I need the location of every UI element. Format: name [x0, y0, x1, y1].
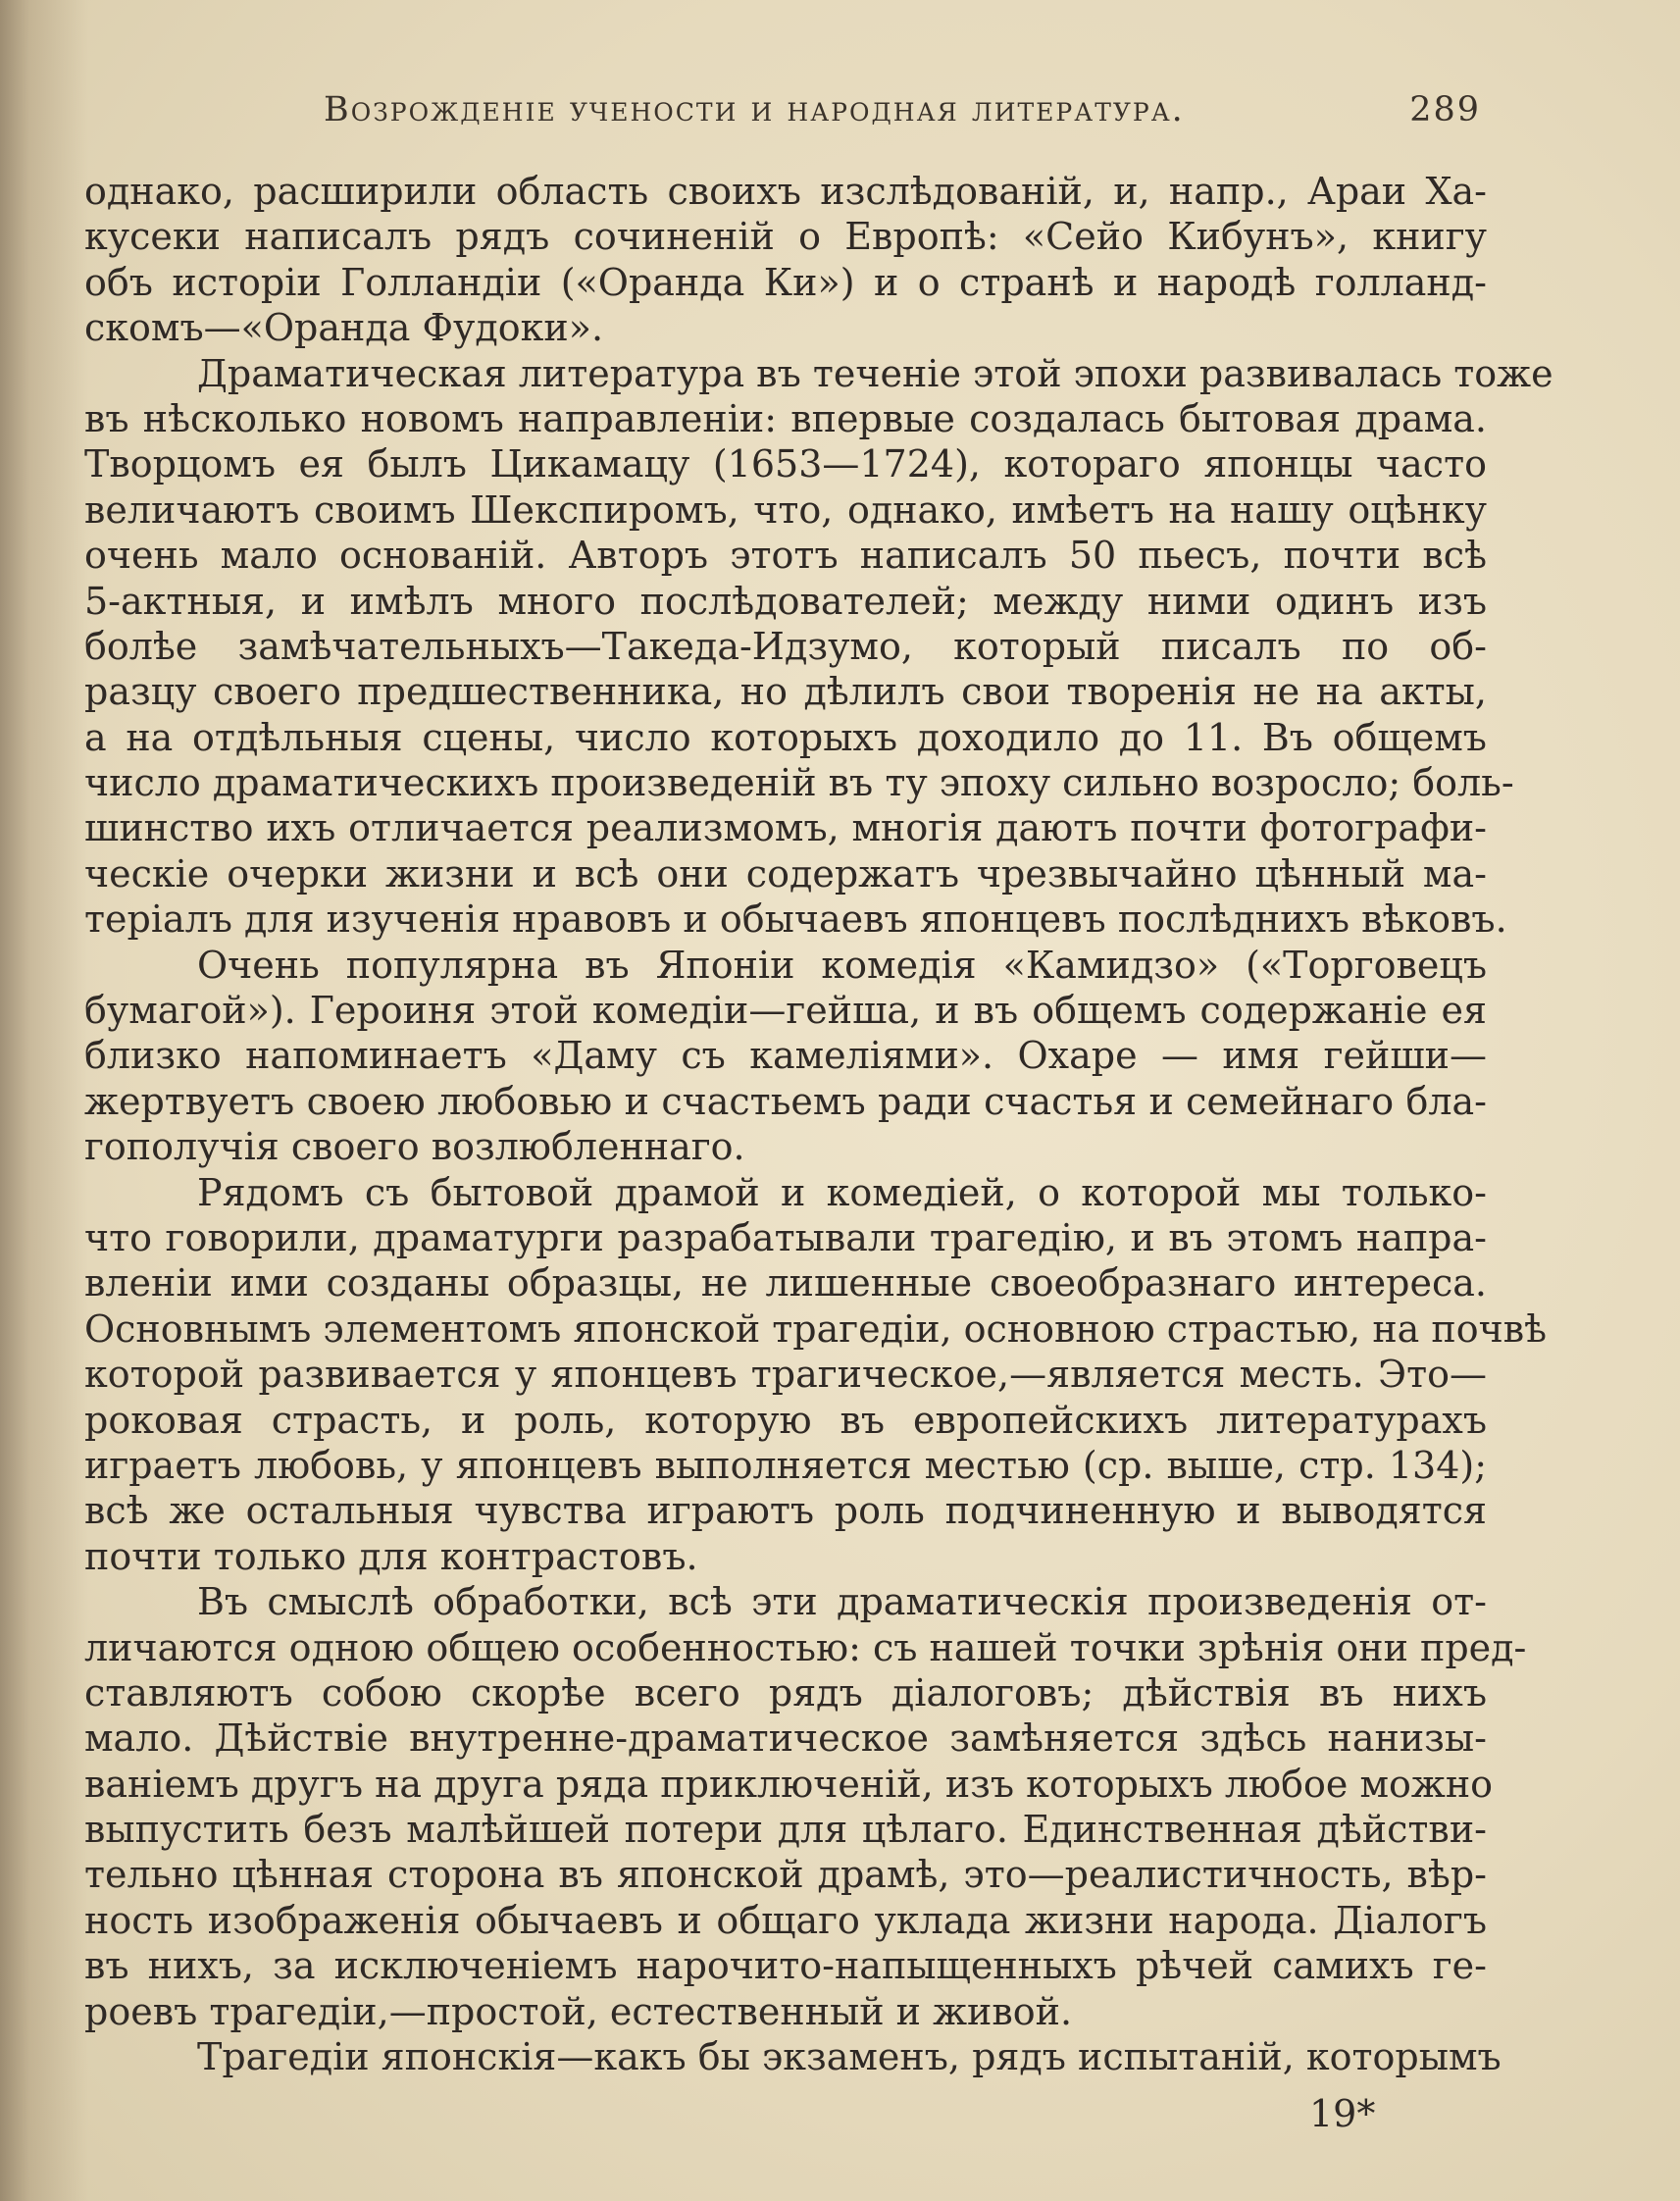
- text-line: 5-актныя, и имѣлъ много послѣдователей; между ними одинъ изъ: [84, 579, 1487, 623]
- text-line: личаются одною общею особенностью: съ нашей точки зрѣнія они пред-: [84, 1625, 1527, 1669]
- text-line: ваніемъ другъ на друга ряда приключеній, изъ которыхъ любое можно: [84, 1762, 1494, 1806]
- text-line: Творцомъ ея былъ Цикамацу (1653—1724), котораго японцы часто: [84, 442, 1487, 486]
- text-line: кусеки написалъ рядъ сочиненій о Европѣ: «Сейо Кибунъ», книгу: [84, 215, 1487, 259]
- text-line: роевъ трагедіи,—простой, естественный и живой.: [84, 1989, 1073, 2033]
- text-line: выпустить безъ малѣйшей потери для цѣлаго. Единственная дѣйстви-: [84, 1808, 1487, 1852]
- text-line: почти только для контрастовъ.: [84, 1534, 698, 1578]
- text-line: очень мало основаній. Авторъ этотъ написалъ 50 пьесъ, почти всѣ: [84, 534, 1487, 578]
- text-line: разцу своего предшественника, но дѣлилъ свои творенія не на акты,: [84, 670, 1487, 714]
- text-line: Трагедіи японскія—какъ бы экзаменъ, рядъ испытаній, которымъ: [197, 2035, 1502, 2079]
- text-line: ческіе очерки жизни и всѣ они содержатъ чрезвычайно цѣнный ма-: [84, 851, 1487, 896]
- text-line: вленіи ими созданы образцы, не лишенные своеобразнаго интереса.: [84, 1261, 1487, 1305]
- text-line: Очень популярна въ Японіи комедія «Камидзо» («Торговецъ: [197, 943, 1487, 987]
- running-title: Возрожденіе учености и народная литература.: [324, 90, 1185, 129]
- text-line: ставляютъ собою скорѣе всего рядъ діалоговъ; дѣйствія въ нихъ: [84, 1670, 1487, 1715]
- text-line: бумагой»). Героиня этой комедіи—гейша, и въ общемъ содержаніе ея: [84, 989, 1487, 1033]
- text-line: что говорили, драматурги разрабатывали трагедію, и въ этомъ напра-: [84, 1215, 1487, 1259]
- text-line: Въ смыслѣ обработки, всѣ эти драматическія произведенія от-: [197, 1580, 1487, 1624]
- text-line: роковая страсть, и роль, которую въ европейскихъ литературахъ: [84, 1398, 1487, 1442]
- text-line: всѣ же остальныя чувства играютъ роль подчиненную и выводятся: [84, 1489, 1487, 1533]
- text-line: въ нѣсколько новомъ направленіи: впервые создалась бытовая драма.: [84, 396, 1487, 440]
- text-line: а на отдѣльныя сцены, число которыхъ доходило до 11. Въ общемъ: [84, 715, 1487, 759]
- signature-mark: 19*: [1309, 2092, 1376, 2135]
- text-line: скомъ—«Оранда Фудоки».: [84, 306, 604, 350]
- running-header: [324, 90, 1481, 129]
- text-line: мало. Дѣйствіе внутренне-драматическое замѣняется здѣсь нанизы-: [84, 1716, 1487, 1761]
- body-text: [84, 169, 1553, 2079]
- text-line: которой развивается у японцевъ трагическое,—является месть. Это—: [84, 1353, 1487, 1397]
- text-line: Драматическая литература въ теченіе этой эпохи развивалась тоже: [197, 351, 1553, 395]
- text-line: число драматическихъ произведеній въ ту эпоху сильно возросло; боль-: [84, 761, 1514, 805]
- text-line: шинство ихъ отличается реализмомъ, многія даютъ почти фотографи-: [84, 806, 1487, 850]
- text-line: Рядомъ съ бытовой драмой и комедіей, о которой мы только-: [197, 1170, 1487, 1214]
- text-line: теріалъ для изученія нравовъ и обычаевъ японцевъ послѣднихъ вѣковъ.: [84, 897, 1507, 942]
- text-line: играетъ любовь, у японцевъ выполняется местью (ср. выше, стр. 134);: [84, 1443, 1487, 1487]
- text-line: жертвуетъ своею любовью и счастьемъ ради счастья и семейнаго бла-: [84, 1079, 1487, 1123]
- text-line: Основнымъ элементомъ японской трагедіи, основною страстью, на почвѣ: [84, 1306, 1548, 1351]
- text-line: тельно цѣнная сторона въ японской драмѣ, это—реалистичность, вѣр-: [84, 1853, 1487, 1897]
- page-number: 289: [1409, 90, 1481, 129]
- text-line: болѣе замѣчательныхъ—Такеда-Идзумо, который писалъ по об-: [84, 624, 1487, 668]
- text-line: объ исторіи Голландіи («Оранда Ки») и о странѣ и народѣ голланд-: [84, 260, 1487, 304]
- text-line: величаютъ своимъ Шекспиромъ, что, однако, имѣетъ на нашу оцѣнку: [84, 487, 1487, 532]
- text-line: гополучія своего возлюбленнаго.: [84, 1125, 745, 1169]
- text-line: близко напоминаетъ «Даму съ камеліями». Охаре — имя гейши—: [84, 1034, 1487, 1078]
- text-line: ность изображенія обычаевъ и общаго уклада жизни народа. Діалогъ: [84, 1898, 1487, 1942]
- text-line: въ нихъ, за исключеніемъ нарочито-напыщенныхъ рѣчей самихъ ге-: [84, 1944, 1487, 1988]
- text-line: однако, расширили область своихъ изслѣдованій, и, напр., Араи Ха-: [84, 170, 1487, 213]
